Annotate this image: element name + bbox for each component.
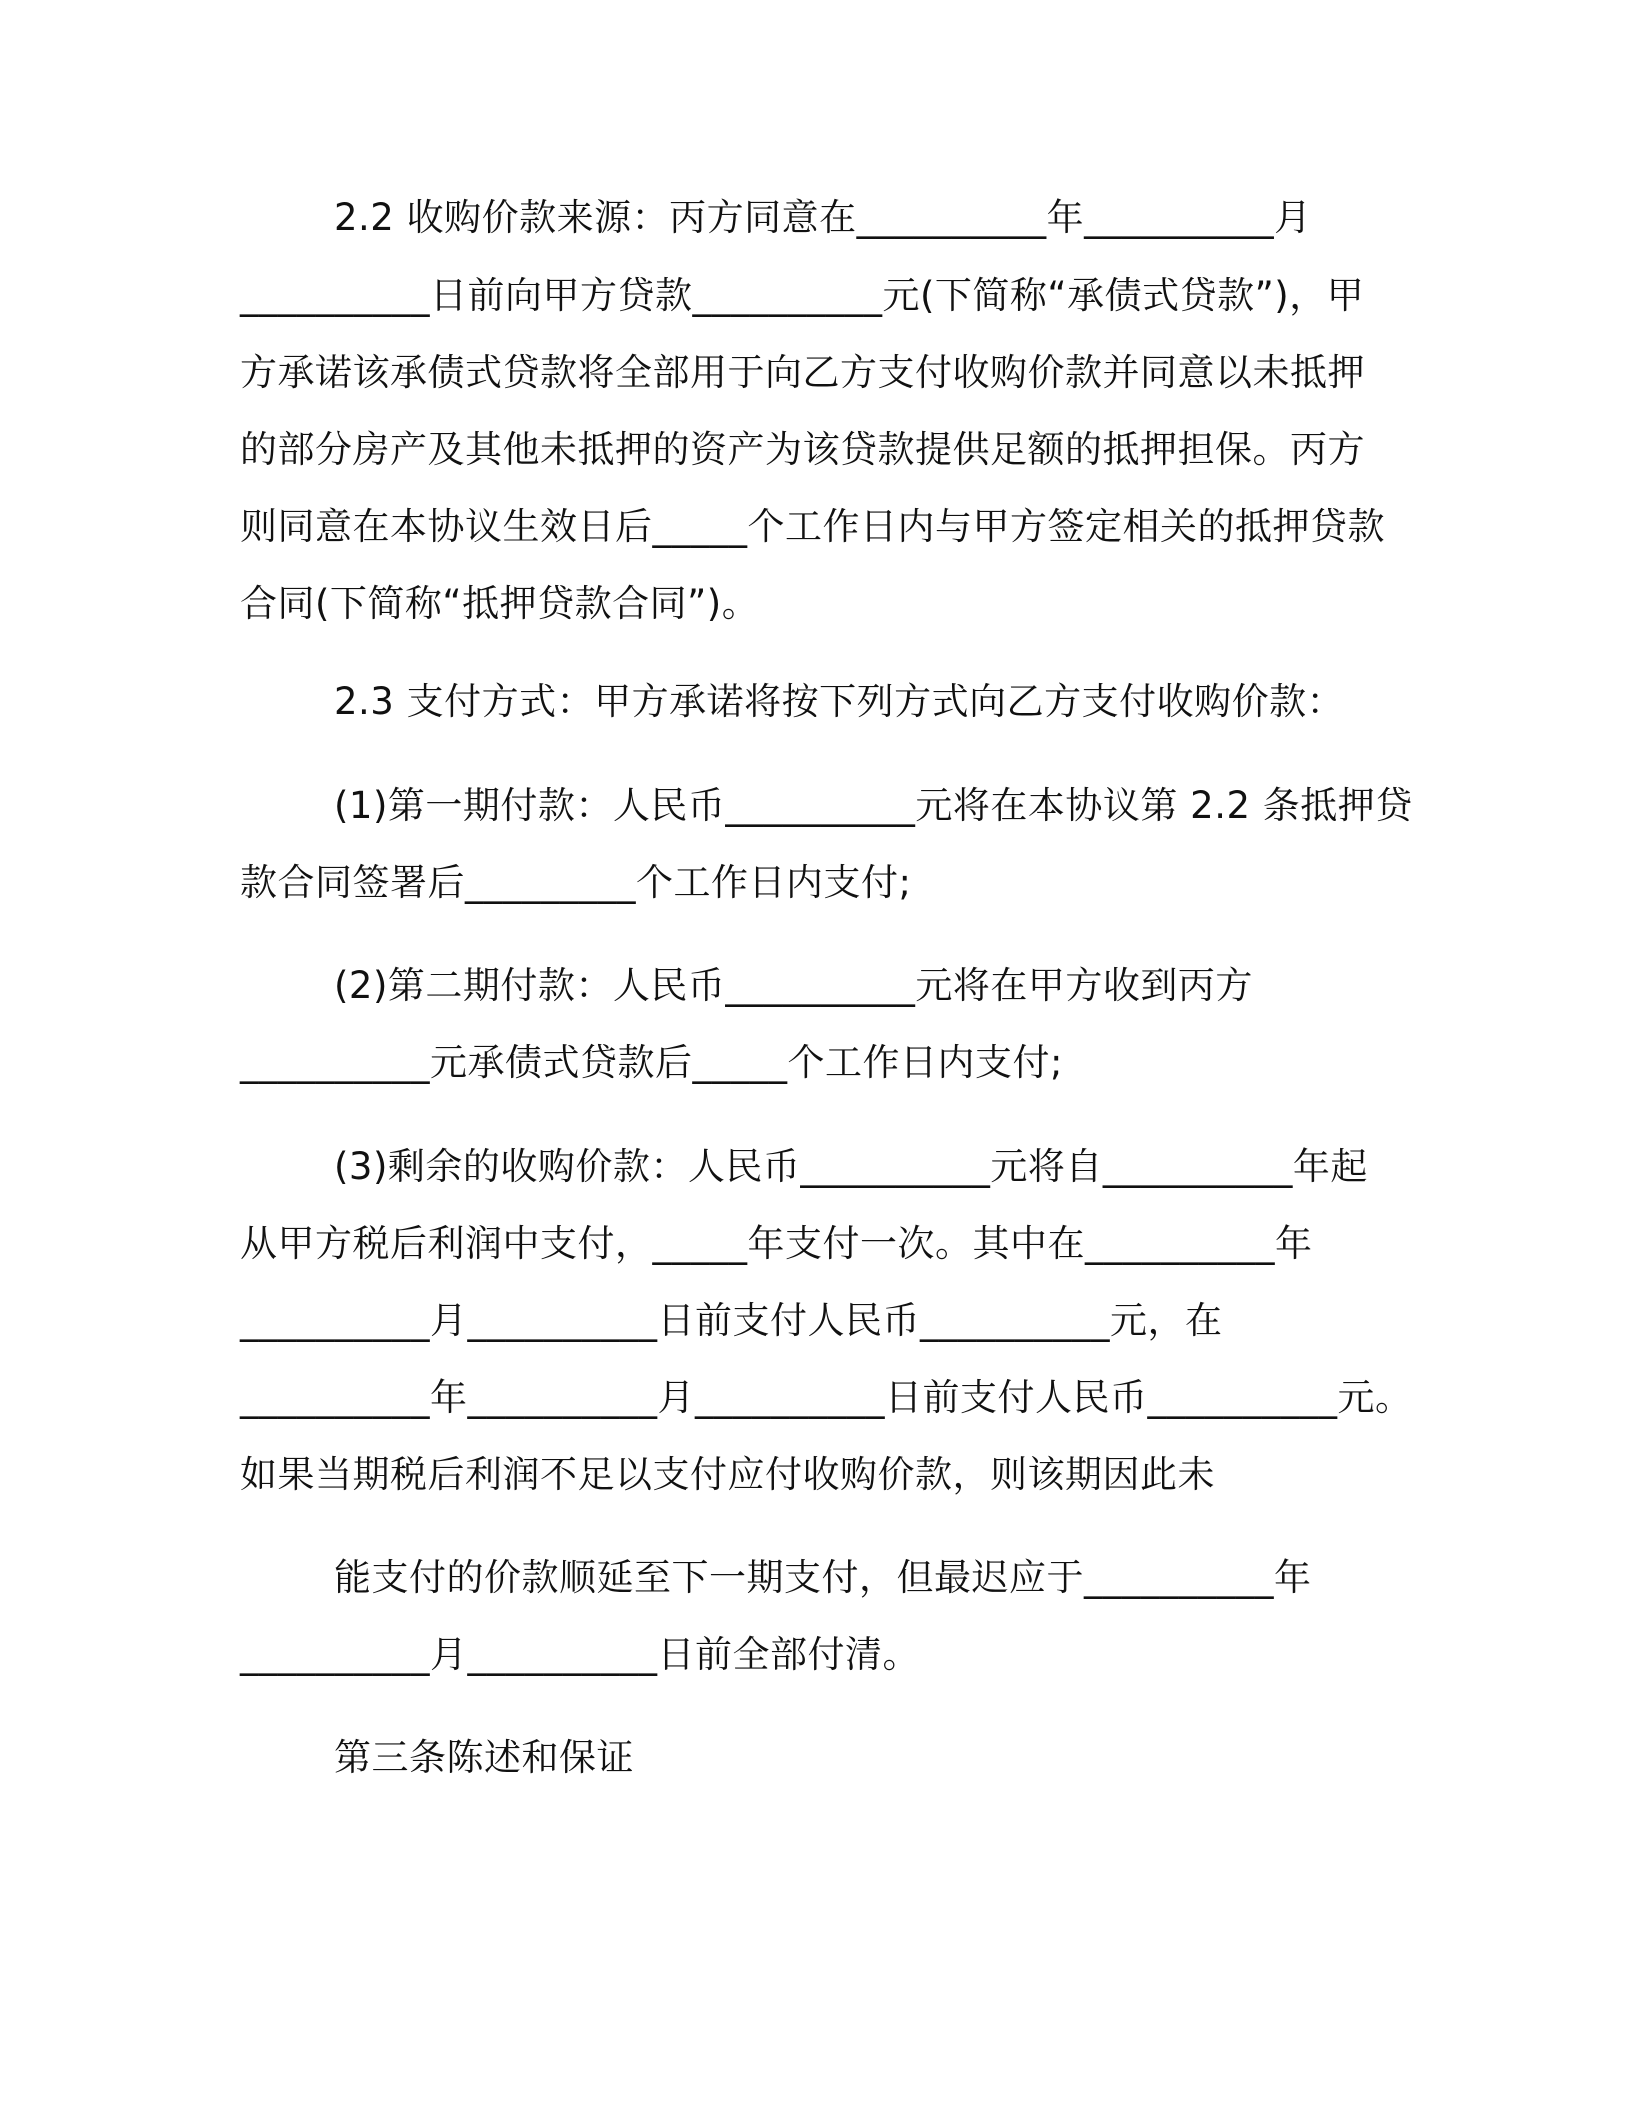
payment-2-line-1: (2)第二期付款：人民币__________元将在甲方收到丙方	[334, 964, 1253, 1007]
payment-1-line-1: (1)第一期付款：人民币__________元将在本协议第 2.2 条抵押贷	[334, 784, 1413, 827]
payment-3-line-5: 如果当期税后利润不足以支付应付收购价款，则该期因此未	[240, 1453, 1215, 1496]
clause-2-2-line-1: 2.2 收购价款来源：丙方同意在__________年__________月	[334, 196, 1312, 239]
payment-1-line-2: 款合同签署后_________个工作日内支付;	[240, 861, 912, 904]
payment-3-line-2: 从甲方税后利润中支付，_____年支付一次。其中在__________年	[240, 1222, 1313, 1265]
payment-2-line-2: __________元承债式贷款后_____个工作日内支付;	[240, 1041, 1063, 1084]
clause-2-2-line-4: 的部分房产及其他未抵押的资产为该贷款提供足额的抵押担保。丙方	[240, 428, 1365, 471]
clause-2-2-line-3: 方承诺该承债式贷款将全部用于向乙方支付收购价款并同意以未抵押	[240, 351, 1365, 394]
payment-3-line-3: __________月__________日前支付人民币__________元，在	[240, 1299, 1223, 1342]
clause-2-2-line-2: __________日前向甲方贷款__________元(下简称“承债式贷款”)，甲	[240, 274, 1365, 317]
clause-2-2-line-6: 合同(下简称“抵押贷款合同”)。	[240, 582, 760, 625]
payment-3-line-1: (3)剩余的收购价款：人民币__________元将自__________年起	[334, 1145, 1368, 1188]
payment-3-line-4: __________年__________月__________日前支付人民币__________元。	[240, 1376, 1413, 1419]
article-3-heading: 第三条陈述和保证	[334, 1736, 634, 1779]
clause-2-2-line-5: 则同意在本协议生效日后_____个工作日内与甲方签定相关的抵押贷款	[240, 505, 1385, 548]
deferral-line-1: 能支付的价款顺延至下一期支付，但最迟应于__________年	[334, 1556, 1312, 1599]
clause-2-3-heading: 2.3 支付方式：甲方承诺将按下列方式向乙方支付收购价款：	[334, 680, 1345, 723]
deferral-line-2: __________月__________日前全部付清。	[240, 1633, 920, 1676]
